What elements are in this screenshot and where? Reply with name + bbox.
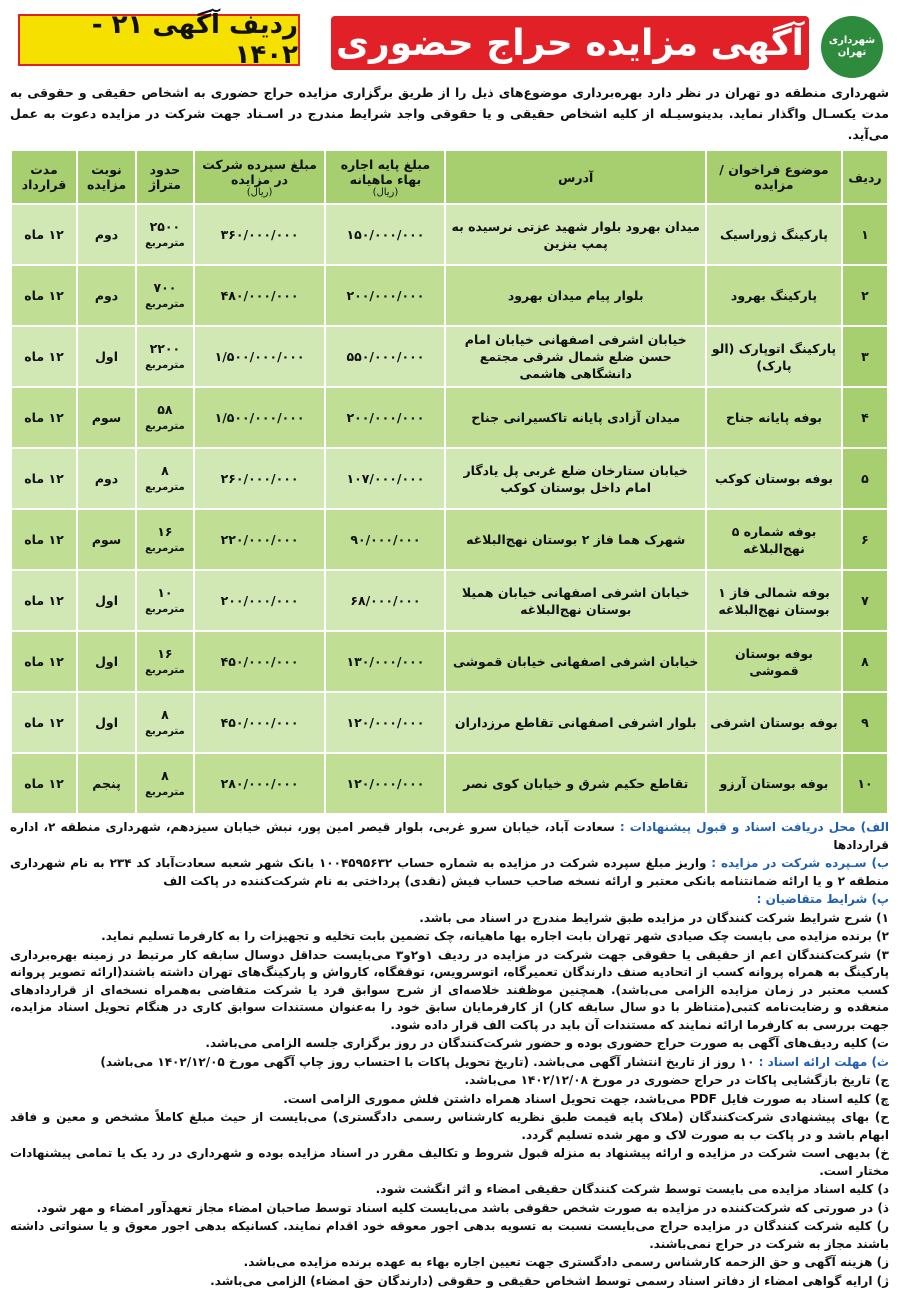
row-number: ۲ [842, 265, 888, 326]
ad-row-label: ردیف آگهی ۲۱ - ۱۴۰۲ [18, 14, 300, 66]
row-deposit: ۲۲۰/۰۰۰/۰۰۰ [194, 509, 326, 570]
section-kh: خ) بدیهی است شرکت در مزایده و ارائه پیشنهاد به منزله قبول شروط و تکالیف مقرر در اسناد مزایده بوده و شهرداری در رد یک یا تمامی پیشنهادات مختار است. [10, 1145, 889, 1180]
table-row [11, 326, 888, 387]
header-duration: مدت قرارداد [11, 150, 77, 204]
row-number: ۷ [842, 570, 888, 631]
header-row-num: ردیف [842, 150, 888, 204]
row-address: بلوار اشرفی اصفهانی تقاطع مرزداران [445, 692, 706, 753]
row-subject: بوفه بوستان کوکب [706, 448, 842, 509]
row-number: ۶ [842, 509, 888, 570]
row-area-unit: مترمربع [140, 662, 190, 679]
row-area-unit: مترمربع [140, 723, 190, 740]
row-round: اول [77, 631, 136, 692]
row-area-value: ۱۶ [140, 523, 190, 540]
row-area-value: ۸ [140, 706, 190, 723]
row-address: میدان بهرود بلوار شهید عزتی نرسیده به پمپ بنزین [445, 204, 706, 265]
intro-org: شهرداری منطقه دو تهران [725, 85, 889, 100]
row-number: ۱ [842, 204, 888, 265]
section-t: ت) کلیه ردیف‌های آگهی به صورت حراج حضوری بوده و حضور شرکت‌کنندگان در روز برگزاری جلسه الزامی می‌باشد. [10, 1035, 889, 1053]
row-subject: بوفه بوستان اشرفی [706, 692, 842, 753]
row-area-value: ۲۵۰۰ [140, 218, 190, 235]
header-area: حدود متراژ [136, 150, 194, 204]
row-address: خیابان اشرفی اصفهانی خیابان امام حسن ضلع شمال شرقی مجتمع دانشگاهی هاشمی [445, 326, 706, 387]
row-deposit: ۱/۵۰۰/۰۰۰/۰۰۰ [194, 387, 326, 448]
row-deposit: ۴۵۰/۰۰۰/۰۰۰ [194, 692, 326, 753]
row-deposit: ۴۵۰/۰۰۰/۰۰۰ [194, 631, 326, 692]
row-area-unit: مترمربع [140, 418, 190, 435]
row-subject: پارکینگ ژوراسیک [706, 204, 842, 265]
row-subject: بوفه پایانه جناح [706, 387, 842, 448]
row-base-price: ۹۰/۰۰۰/۰۰۰ [325, 509, 445, 570]
table-row [11, 631, 888, 692]
section-z: ذ) در صورتی که شرکت‌کننده در مزایده به صورت شخص حقوقی باشد می‌بایست کلیه اسناد توسط صاحبان امضاء مجاز تعهدآور امضاء و مهر شود. [10, 1200, 889, 1218]
section-d: د) کلیه اسناد مزایده می بایست توسط شرکت کنندگان حقیقی امضاء و اثر انگشت شود. [10, 1181, 889, 1199]
table-row [11, 387, 888, 448]
header-base-price: مبلغ پایه اجاره بهاء ماهیانه (ریال) [325, 150, 445, 204]
row-duration: ۱۲ ماه [11, 204, 77, 265]
row-deposit: ۲۰۰/۰۰۰/۰۰۰ [194, 570, 326, 631]
row-area [136, 631, 194, 692]
row-base-price: ۲۰۰/۰۰۰/۰۰۰ [325, 387, 445, 448]
row-base-price: ۱۲۰/۰۰۰/۰۰۰ [325, 753, 445, 814]
section-r: ر) کلیه شرکت کنندگان در مزایده حراج می‌بایست نسبت به تسویه بدهی اجور معوقه خود اقدام نمایند. کسانیکه بدهی اجور معوق و یا سنواتی داشته باشند مجاز به شرکت در حراج نمی‌باشند. [10, 1218, 889, 1253]
section-h: ح) بهای پیشنهادی شرکت‌کنندگان (ملاک پایه قیمت طبق نظریه کارشناس رسمی دادگستری) می‌بایست از حیث مبلغ کاملاً مشخص و معین و فاقد ابهام باشد و در پاکت ب به صورت لاک و مهر شده تسلیم گردد. [10, 1109, 889, 1144]
table-row [11, 570, 888, 631]
row-area-unit: مترمربع [140, 357, 190, 374]
row-duration: ۱۲ ماه [11, 326, 77, 387]
row-number: ۵ [842, 448, 888, 509]
row-subject: پارکینگ بهرود [706, 265, 842, 326]
table-row [11, 448, 888, 509]
row-duration: ۱۲ ماه [11, 265, 77, 326]
header-deposit: مبلغ سپرده شرکت در مزایده (ریال) [194, 150, 326, 204]
auction-table [10, 149, 889, 815]
row-round: دوم [77, 204, 136, 265]
row-area [136, 753, 194, 814]
table-row [11, 204, 888, 265]
conditions-section [10, 819, 889, 1290]
row-area-value: ۸ [140, 462, 190, 479]
row-subject: بوفه بوستان آرزو [706, 753, 842, 814]
row-round: پنجم [77, 753, 136, 814]
row-area-unit: مترمربع [140, 540, 190, 557]
row-base-price: ۵۵۰/۰۰۰/۰۰۰ [325, 326, 445, 387]
row-area-value: ۸ [140, 767, 190, 784]
row-deposit: ۲۸۰/۰۰۰/۰۰۰ [194, 753, 326, 814]
row-area-value: ۵۸ [140, 401, 190, 418]
row-subject: بوفه شمالی فاز ۱ بوستان نهج‌البلاغه [706, 570, 842, 631]
section-c-label: پ) شرایط متقاضیان : [10, 891, 889, 909]
header-round: نوبت مزایده [77, 150, 136, 204]
ad-header [10, 6, 889, 80]
intro-text: در نظر دارد بهره‌برداری موضوع‌های ذیل را از طریق برگزاری مزایده حراج حضوری به اشخاص حقیقی و حقوقی به مدت یکسـال واگذار نماید. بدینوسیـله از کلیه اشخاص حقیقی و یا حقوقی واجد شرایط مندرج در اسـناد جهت شرکت در مزایده دعوت به عمل می‌آید. [10, 85, 889, 142]
row-area-unit: مترمربع [140, 601, 190, 618]
row-deposit: ۱/۵۰۰/۰۰۰/۰۰۰ [194, 326, 326, 387]
row-duration: ۱۲ ماه [11, 570, 77, 631]
row-area-unit: مترمربع [140, 296, 190, 313]
section-c1: ۱) شرح شرایط شرکت کنندگان در مزایده طبق شرایط مندرج در اسناد می باشد. [10, 910, 889, 928]
row-address: تقاطع حکیم شرق و خیابان کوی نصر [445, 753, 706, 814]
section-zh: ژ) ارایه گواهی امضاء از دفاتر اسناد رسمی توسط اشخاص حقیقی و حقوقی (دارندگان حق امضاء) الزامی می‌باشد. [10, 1273, 889, 1290]
row-deposit: ۲۶۰/۰۰۰/۰۰۰ [194, 448, 326, 509]
row-deposit: ۴۸۰/۰۰۰/۰۰۰ [194, 265, 326, 326]
table-header-row [11, 150, 888, 204]
row-address: شهرک هما فاز ۲ بوستان نهج‌البلاغه [445, 509, 706, 570]
section-c3: ۳) شرکت‌کنندگان اعم از حقیقی یا حقوقی جهت شرکت در مزایده در ردیف ۱و۲و۳ می‌بایست حداقل دوسال سابقه کار مرتبط در زمینه بهره‌برداری پارکینگ به همراه پروانه کسب از اتحادیه صنف دارندگان تعمیرگاه، اتوسرویس، توقفگاه، کارواش و پارکینگ‌های تهران داشته باشند(ارائه تصویر پروانه کسب معتبر در زمان مزایده الزامی می‌باشد). همچنین موظفند خلاصه‌ای از شرح سوابق فرد یا شرکت متقاضی به‌همراه نسخه‌ای از قراردادهای منعقده و رضایت‌نامه کتبی(متناظر با دو سال سابقه کار) از کارفرمایان سابق خود را به‌عنوان مستندات سوابق کاری در هنگام تحویل اسناد مزایده، جهت بررسی به کارفرما ارائه نمایند که مستندات آن باید در پاکت الف قرار داده شود. [10, 947, 889, 1035]
row-address: خیابان ستارخان ضلع غربی پل یادگار امام داخل بوستان کوکب [445, 448, 706, 509]
row-round: اول [77, 570, 136, 631]
row-duration: ۱۲ ماه [11, 753, 77, 814]
row-area [136, 265, 194, 326]
row-area [136, 204, 194, 265]
row-area [136, 509, 194, 570]
row-duration: ۱۲ ماه [11, 631, 77, 692]
section-b: ب) سـپرده شرکت در مزایده : واریز مبلغ سپرده شرکت در مزایده به شماره حساب ۱۰۰۴۵۹۵۶۳۲ بانک شهر شعبه سعادت‌آباد کد ۲۳۴ به نام شهرداری منطقه ۲ و یا ارائه ضمانتنامه بانکی معتبر و ارائه نسخه صاحب حساب فیش (نقدی) پرداختی به نام شرکت‌کننده در پاکت الف [10, 855, 889, 890]
ad-title: آگهی مزایده حراج حضوری [331, 16, 809, 70]
row-number: ۸ [842, 631, 888, 692]
row-number: ۱۰ [842, 753, 888, 814]
header-address: آدرس [445, 150, 706, 204]
row-deposit: ۳۶۰/۰۰۰/۰۰۰ [194, 204, 326, 265]
table-row [11, 509, 888, 570]
row-round: دوم [77, 265, 136, 326]
row-area-value: ۲۲۰۰ [140, 340, 190, 357]
table-row [11, 753, 888, 814]
municipality-logo-icon: شهرداری تهران [821, 16, 883, 78]
table-row [11, 692, 888, 753]
section-j: ج) تاریخ بازگشایی پاکات در حراج حضوری در مورخ ۱۴۰۲/۱۲/۰۸ می‌باشد. [10, 1072, 889, 1090]
row-duration: ۱۲ ماه [11, 387, 77, 448]
row-duration: ۱۲ ماه [11, 509, 77, 570]
row-round: اول [77, 326, 136, 387]
row-round: سوم [77, 509, 136, 570]
row-subject: بوفه بوستان قموشی [706, 631, 842, 692]
table-row [11, 265, 888, 326]
row-area-unit: مترمربع [140, 235, 190, 252]
row-address: میدان آزادی پایانه تاکسیرانی جناح [445, 387, 706, 448]
row-area [136, 448, 194, 509]
row-area-unit: مترمربع [140, 479, 190, 496]
row-round: دوم [77, 448, 136, 509]
section-c2: ۲) برنده مزایده می بایست چک صیادی شهر تهران بابت اجاره بها ماهیانه، چک تضمین بابت تخلیه و تجهیزات را به کارفرما تسلیم نماید. [10, 928, 889, 946]
section-ch: چ) کلیه اسناد به صورت فایل PDF می‌باشد، جهت تحویل اسناد همراه داشتن فلش مموری الزامی است. [10, 1091, 889, 1109]
row-area-value: ۱۰ [140, 584, 190, 601]
row-duration: ۱۲ ماه [11, 692, 77, 753]
row-area-value: ۱۶ [140, 645, 190, 662]
row-round: اول [77, 692, 136, 753]
row-base-price: ۱۵۰/۰۰۰/۰۰۰ [325, 204, 445, 265]
row-subject: بوفه شماره ۵ نهج‌البلاغه [706, 509, 842, 570]
row-duration: ۱۲ ماه [11, 448, 77, 509]
section-th: ث) مهلت ارائه اسناد : ۱۰ روز از تاریخ انتشار آگهی می‌باشد. (تاریخ تحویل پاکات با احتساب روز چاپ آگهی مورخ ۱۴۰۲/۱۲/۰۵ می‌باشد) [10, 1054, 889, 1072]
row-area-value: ۷۰۰ [140, 279, 190, 296]
row-number: ۹ [842, 692, 888, 753]
row-base-price: ۱۳۰/۰۰۰/۰۰۰ [325, 631, 445, 692]
row-address: خیابان اشرفی اصفهانی خیابان همیلا بوستان نهج‌البلاغه [445, 570, 706, 631]
row-base-price: ۱۰۷/۰۰۰/۰۰۰ [325, 448, 445, 509]
row-area [136, 570, 194, 631]
row-address: خیابان اشرفی اصفهانی خیابان قموشی [445, 631, 706, 692]
header-subject: موضوع فراخوان / مزایده [706, 150, 842, 204]
row-base-price: ۱۲۰/۰۰۰/۰۰۰ [325, 692, 445, 753]
section-ze: ز) هزینه آگهی و حق الزحمه کارشناس رسمی دادگستری جهت تعیین اجاره بهاء به عهده برنده مزایده می‌باشد. [10, 1254, 889, 1272]
row-number: ۴ [842, 387, 888, 448]
row-base-price: ۲۰۰/۰۰۰/۰۰۰ [325, 265, 445, 326]
row-round: سوم [77, 387, 136, 448]
row-subject: پارکینگ اتوپارک (الو پارک) [706, 326, 842, 387]
section-a: الف) محل دریافت اسناد و قبول پیشنهادات : سعادت آباد، خیابان سرو غربی، بلوار قیصر امین پور، نبش خیابان سیزدهم، شهرداری منطقه ۲، اداره قراردادها [10, 819, 889, 854]
row-base-price: ۶۸/۰۰۰/۰۰۰ [325, 570, 445, 631]
intro-paragraph [10, 82, 889, 145]
row-area-unit: مترمربع [140, 784, 190, 801]
row-area [136, 326, 194, 387]
row-area [136, 387, 194, 448]
row-number: ۳ [842, 326, 888, 387]
row-address: بلوار پیام میدان بهرود [445, 265, 706, 326]
row-area [136, 692, 194, 753]
